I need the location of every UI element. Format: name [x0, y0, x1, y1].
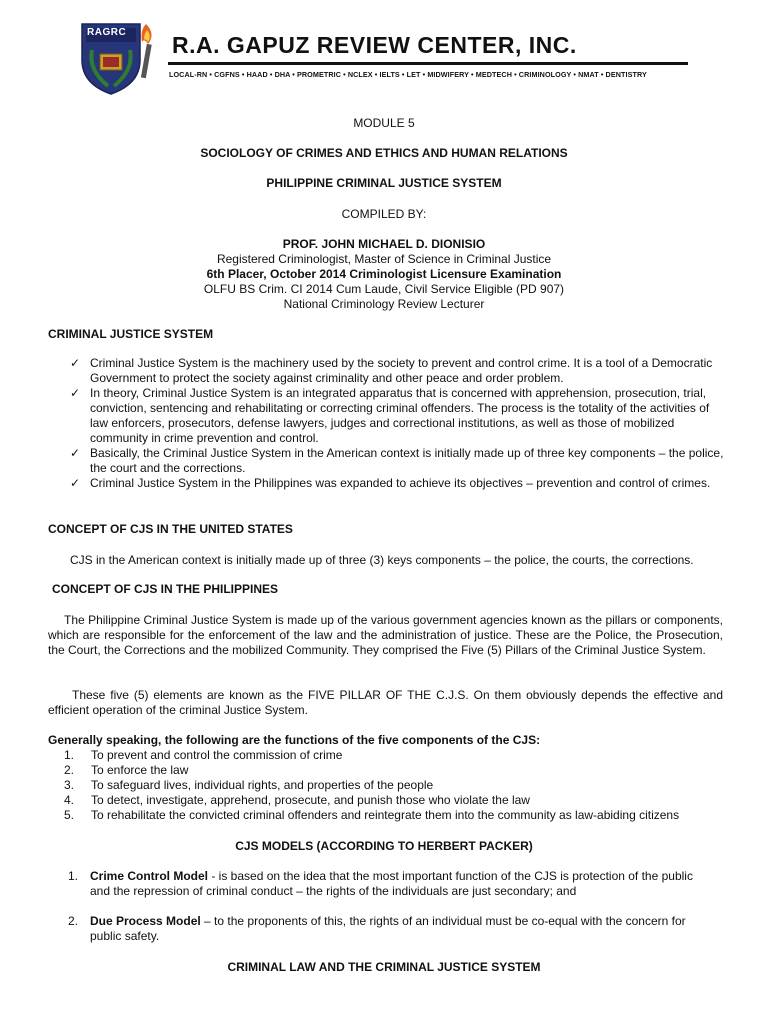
models-heading: CJS MODELS (ACCORDING TO HERBERT PACKER): [235, 839, 533, 853]
checkmark-icon: ✓: [70, 356, 81, 370]
header-divider: [168, 62, 688, 65]
list-number: 3.: [64, 778, 75, 792]
list-text: To rehabilitate the convicted criminal offenders and reintegrate them into the community as law-abiding citizens: [91, 808, 680, 822]
bullet-text: Basically, the Criminal Justice System in the American context is initially made up of three key components – the police, the court and the corrections.: [90, 446, 724, 475]
credential-line: OLFU BS Crim. CI 2014 Cum Laude, Civil Service Eligible (PD 907): [203, 282, 565, 296]
model-text: - is based on the idea that the most important function of the CJS is protection of the public and the repression of criminal conduct – the rights of the individuals are just secondary; and: [90, 869, 693, 898]
list-item: [64, 808, 724, 823]
subject-title: SOCIOLOGY OF CRIMES AND ETHICS AND HUMAN RELATIONS: [200, 146, 568, 160]
bullet-text: Criminal Justice System is the machinery used by the society to prevent and control crime. It is a tool of a Democratic Government to protect the society against criminality and other peace and order problem.: [90, 356, 713, 385]
list-item: [70, 386, 725, 446]
list-text: To prevent and control the commission of crime: [91, 748, 343, 762]
logo: [78, 20, 160, 96]
model-name: Crime Control Model: [90, 869, 209, 883]
checkmark-icon: ✓: [70, 446, 81, 460]
credential-line: National Criminology Review Lecturer: [283, 297, 485, 311]
list-number: 2.: [64, 763, 75, 777]
programs-list: LOCAL-RN • CGFNS • HAAD • DHA • PROMETRIC • NCLEX • IELTS • LET • MIDWIFERY • MEDTECH • CRIMINOLOGY • NMAT • DENTISTRY: [169, 70, 647, 79]
model-item: [68, 914, 716, 944]
us-paragraph: CJS in the American context is initially made up of three (3) keys components – the police, the courts, the corrections.: [70, 553, 694, 567]
model-text: – to the proponents of this, the rights of an individual must be co-equal with the concern for public safety.: [90, 914, 686, 943]
module-label: MODULE 5: [353, 116, 415, 130]
list-item: [70, 446, 725, 476]
list-number: 4.: [64, 793, 75, 807]
list-number: 1.: [64, 748, 75, 762]
section-heading: CRIMINAL LAW AND THE CRIMINAL JUSTICE SYSTEM: [227, 960, 541, 974]
credential-line: Registered Criminologist, Master of Science in Criminal Justice: [216, 252, 552, 266]
list-item: [70, 356, 725, 386]
list-number: 1.: [68, 869, 79, 883]
list-text: To enforce the law: [91, 763, 189, 777]
credential-line: 6th Placer, October 2014 Criminologist Licensure Examination: [206, 267, 562, 281]
list-item: [64, 778, 724, 793]
cjs-bullet-list: [70, 356, 725, 491]
functions-list: [64, 748, 724, 823]
list-item: [64, 763, 724, 778]
compiled-by-label: COMPILED BY:: [341, 207, 427, 221]
list-number: 2.: [68, 914, 79, 928]
list-item: [64, 748, 724, 763]
list-number: 5.: [64, 808, 75, 822]
section-heading: CRIMINAL JUSTICE SYSTEM: [48, 327, 214, 341]
list-text: To safeguard lives, individual rights, and properties of the people: [91, 778, 434, 792]
author-name: PROF. JOHN MICHAEL D. DIONISIO: [282, 237, 486, 251]
logo-text: RAGRC: [87, 27, 127, 38]
ph-paragraph: These five (5) elements are known as the FIVE PILLAR OF THE C.J.S. On them obviously depends the effective and efficient operation of the criminal Justice System.: [48, 688, 723, 717]
bullet-text: In theory, Criminal Justice System is an integrated apparatus that is concerned with apprehension, prosecution, trial, conviction, sentencing and rehabilitating or correcting criminal offenders. The process is the totality of the activities of law enforcers, prosecutors, defense lawyers, judges and correctional institutions, as well as those of mobilized community in crime prevention and control.: [90, 386, 710, 445]
list-item: [64, 793, 724, 808]
ph-paragraph: The Philippine Criminal Justice System is made up of the various government agencies known as the pillars or components, which are responsible for the enforcement of the law and the administration of justice. These are the Police, the Prosecution, the Court, the Corrections and the mobilized Community. They comprised the Five (5) Pillars of the Criminal Justice System.: [48, 613, 723, 657]
model-name: Due Process Model: [90, 914, 201, 928]
list-item: [70, 476, 725, 491]
section-heading: CONCEPT OF CJS IN THE UNITED STATES: [48, 522, 293, 536]
section-heading: CONCEPT OF CJS IN THE PHILIPPINES: [52, 582, 279, 596]
org-name: R.A. GAPUZ REVIEW CENTER, INC.: [172, 32, 577, 58]
model-item: [68, 869, 716, 899]
list-text: To detect, investigate, apprehend, prosecute, and punish those who violate the law: [91, 793, 530, 807]
bullet-text: Criminal Justice System in the Philippines was expanded to achieve its objectives – prevention and control of crimes.: [90, 476, 711, 490]
checkmark-icon: ✓: [70, 476, 81, 490]
functions-heading: Generally speaking, the following are the functions of the five components of the CJS:: [48, 733, 541, 747]
topic-title: PHILIPPINE CRIMINAL JUSTICE SYSTEM: [266, 176, 502, 190]
checkmark-icon: ✓: [70, 386, 81, 400]
